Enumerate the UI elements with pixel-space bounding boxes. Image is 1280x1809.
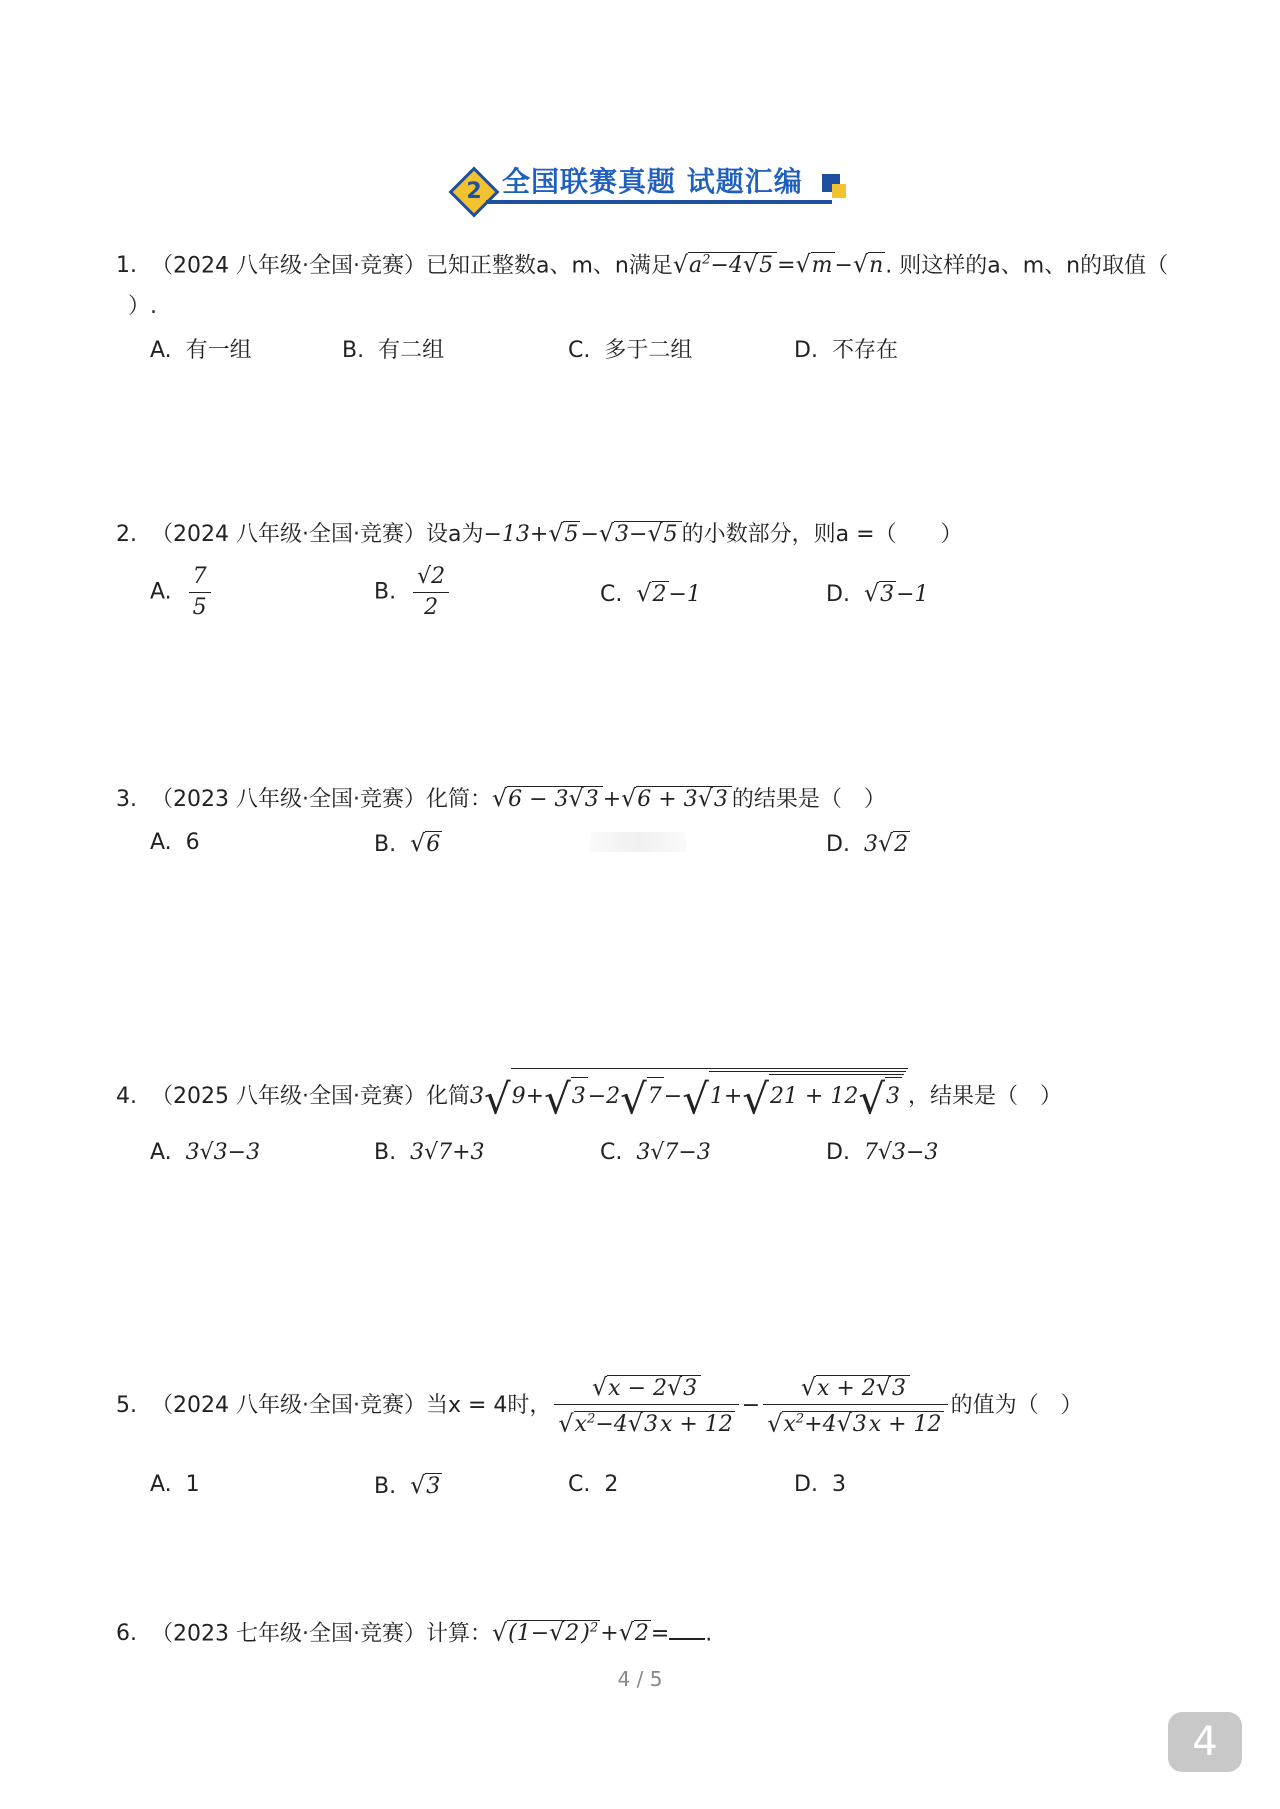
question-source: （2023 七年级·全国·竞赛） (151, 1621, 426, 1647)
option-text: −1 (896, 582, 929, 607)
fraction-left: $\frac{√x - 2√3}{√x^2-4√3x + 12}$ (554, 1372, 738, 1440)
option-label: B. (342, 338, 365, 363)
question-text-tail: 的小数部分，则a =（ ） (681, 522, 963, 547)
option-text: 有二组 (378, 338, 445, 363)
option-text: 3√3−3 (185, 1140, 261, 1165)
option-text: 6 (426, 832, 441, 857)
option-label: D. (794, 338, 818, 363)
question-5: 5. （2024 八年级·全国·竞赛）当x = 4时， $\frac{√x - 2√3}{√x^2-4√3x + 12}$ − $\frac{√x + 2√3}{√x^2+4√3x + 12}$ 的值为（ ） (116, 1372, 1083, 1440)
option-d (826, 1136, 938, 1170)
page-indicator: 4 / 5 (617, 1667, 663, 1691)
option-text: 多于二组 (604, 338, 693, 363)
question-text-tail: 的结果是（ ） (731, 787, 886, 812)
question-source: （2024 八年级·全国·竞赛） (151, 253, 426, 279)
option-label: A. (150, 1140, 172, 1165)
option-label: C. (568, 338, 591, 363)
option-d (794, 1468, 846, 1502)
option-text: 有一组 (185, 338, 252, 363)
question-text: 已知正整数a、m、n满足 (425, 253, 673, 279)
option-a (150, 562, 214, 623)
question-source: （2025 八年级·全国·竞赛） (151, 1084, 426, 1109)
equation: −13+√5−√3−√5 (483, 522, 681, 547)
option-a (150, 334, 252, 368)
question-number: 3. (116, 787, 137, 812)
option-label: B. (374, 832, 397, 857)
option-a (150, 1136, 260, 1170)
option-b: B. √6 (374, 829, 441, 857)
option-text: 1 (185, 1472, 200, 1497)
option-d: D. 3√2 (826, 829, 909, 857)
option-text: 2 (604, 1472, 619, 1497)
option-b (342, 334, 444, 368)
option-c (600, 1136, 711, 1170)
question-text-tail: . 则这样的a、m、n的取值（ (885, 253, 1169, 279)
question-number: 5. (116, 1393, 137, 1419)
option-label: D. (826, 1140, 850, 1165)
question-text: 设a为 (425, 522, 484, 547)
option-label: C. (600, 1140, 623, 1165)
option-a (150, 1468, 200, 1502)
equation: √6 − 3√3 +√6 + 3√3 (492, 787, 732, 812)
question-3 (116, 781, 886, 817)
question-text-tail: = (650, 1621, 670, 1647)
option-text: 3 (426, 1474, 441, 1499)
option-text: 3√7−3 (636, 1140, 711, 1165)
option-d: D. √3−1 (826, 579, 929, 607)
option-a (150, 826, 200, 860)
option-label: C. (600, 582, 623, 607)
option-b: B. √3 (374, 1471, 441, 1499)
banner-badge-number: 2 (466, 179, 482, 204)
option-c (568, 1468, 618, 1502)
banner-square-accent (832, 184, 846, 198)
option-label: C. (568, 1472, 591, 1497)
option-label: B. (374, 1140, 397, 1165)
option-d (794, 334, 898, 368)
option-label: A. (150, 579, 172, 605)
fraction: $\frac{7}{5}$ (189, 562, 211, 623)
question-text: 化简： (425, 787, 492, 812)
question-text-tail: 的值为（ ） (950, 1393, 1083, 1419)
option-text: 不存在 (831, 338, 898, 363)
question-text: 当x = 4时， (425, 1393, 552, 1419)
option-text: −1 (668, 582, 701, 607)
option-label: D. (794, 1472, 818, 1497)
option-c: C. √2−1 (600, 579, 701, 607)
question-source: （2024 八年级·全国·竞赛） (151, 1393, 426, 1419)
question-number: 2. (116, 522, 137, 547)
question-text: 化简 (425, 1084, 470, 1109)
option-label: D. (826, 582, 850, 607)
option-label: A. (150, 830, 172, 855)
option-text: 7√3−3 (863, 1140, 939, 1165)
option-text: 3 (863, 832, 878, 857)
option-label: A. (150, 1472, 172, 1497)
banner-underline (486, 200, 832, 204)
smudged-option-c (590, 832, 686, 852)
option-b (374, 1136, 485, 1170)
equation: $√a^2-4√5 =√m-√n$ (672, 250, 884, 279)
section-banner (446, 160, 846, 230)
fraction-right: $\frac{√x + 2√3}{√x^2+4√3x + 12}$ (763, 1372, 947, 1440)
question-source: （2023 八年级·全国·竞赛） (151, 787, 426, 812)
option-label: B. (374, 579, 397, 605)
question-source: （2024 八年级·全国·竞赛） (151, 522, 426, 547)
question-number: 1. (116, 253, 137, 279)
question-2 (116, 516, 963, 552)
option-label: D. (826, 832, 850, 857)
option-b (374, 562, 452, 623)
question-text-tail: ，结果是（ ） (908, 1084, 1063, 1109)
option-text: 3 (831, 1472, 846, 1497)
option-text: 3√7+3 (410, 1140, 485, 1165)
equation: 3√9+√3−2√7−√1+√21 + 12√3 (470, 1084, 908, 1109)
equation: $√(1-√2)^2+√2$ (491, 1618, 649, 1647)
question-1 (116, 244, 1168, 283)
option-c (568, 334, 692, 368)
answer-blank[interactable] (669, 1616, 705, 1640)
question-6: 6. （2023 七年级·全国·竞赛）计算：$√(1-√2)^2+√2=$ . (116, 1618, 713, 1647)
option-label: B. (374, 1474, 397, 1499)
question-text: 计算： (425, 1621, 492, 1647)
question-number: 6. (116, 1621, 137, 1647)
question-1-continuation: ）. (128, 294, 157, 319)
banner-title: 全国联赛真题 试题汇编 (502, 165, 803, 198)
option-text: 6 (185, 830, 200, 855)
question-4 (116, 1068, 1063, 1124)
page-corner-badge[interactable]: 4 (1168, 1712, 1242, 1772)
option-label: A. (150, 338, 172, 363)
fraction: $\frac{√2}{2}$ (413, 562, 449, 623)
question-number: 4. (116, 1084, 137, 1109)
